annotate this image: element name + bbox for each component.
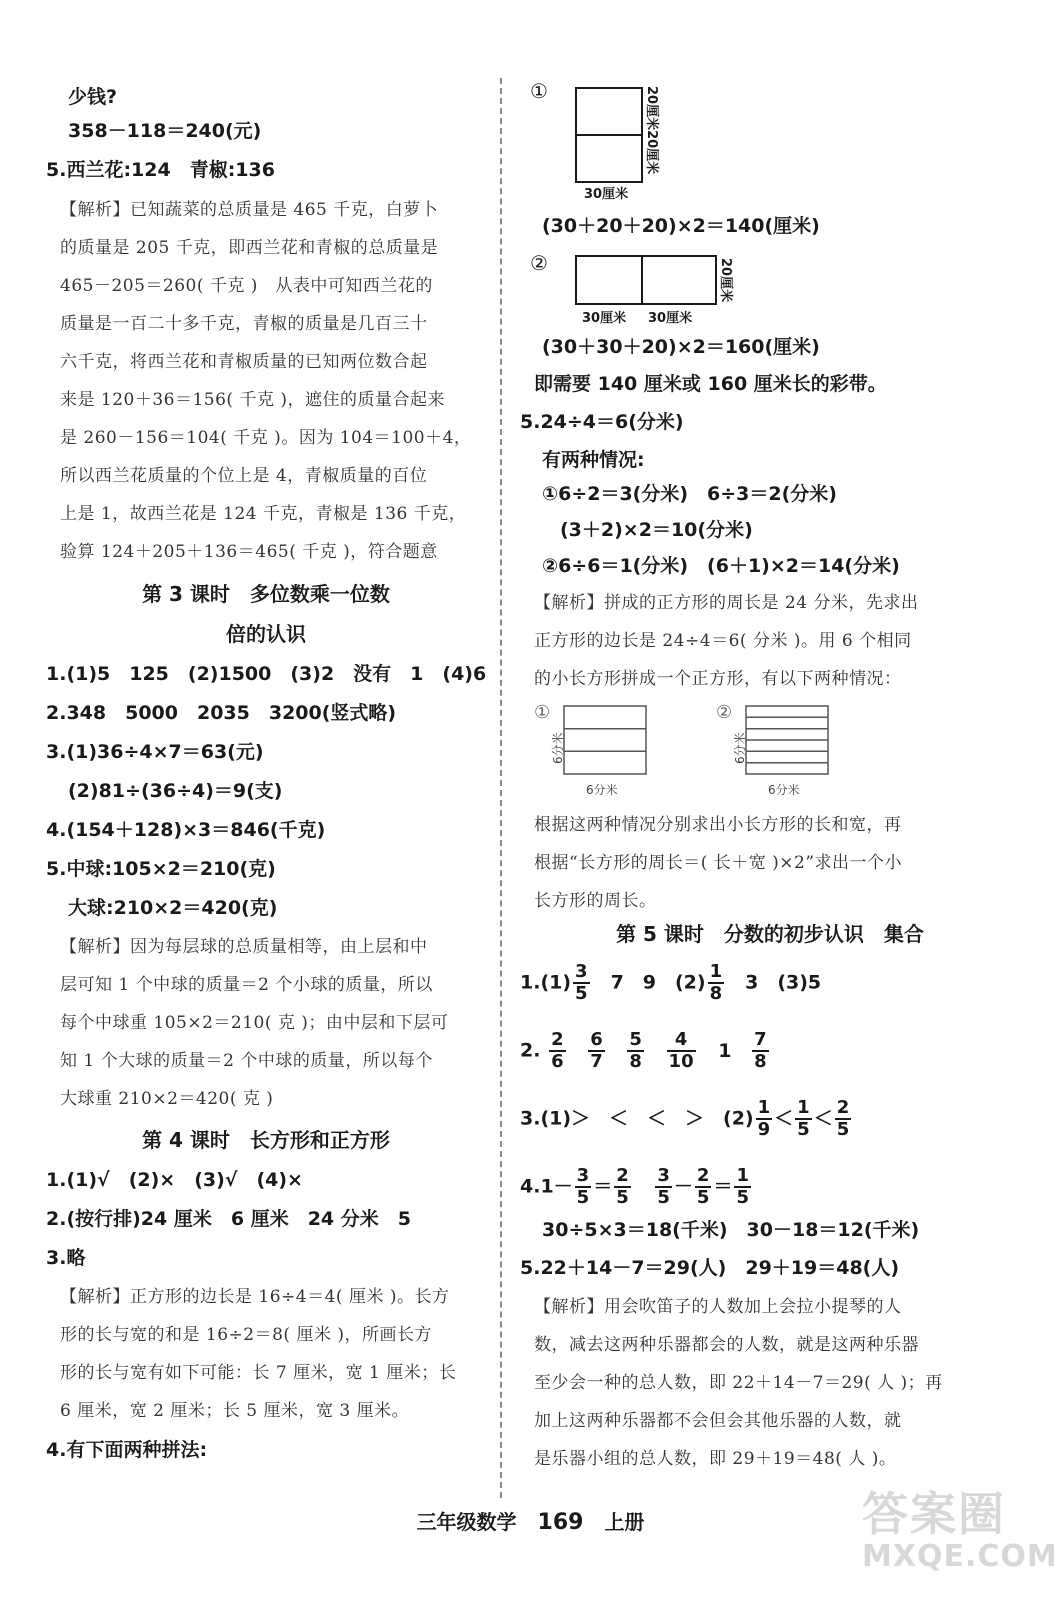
- side-label: 6分米: [733, 732, 747, 764]
- analysis-line: [60, 934, 428, 960]
- analysis-line: 形的长与宽有如下可能：长 7 厘米，宽 1 厘米；长: [60, 1363, 457, 1383]
- bottom-label: 6分米: [586, 783, 618, 797]
- fraction: $\frac{2}{6}$: [551, 1029, 564, 1072]
- answer-line: (30＋20＋20)×2＝140(厘米): [542, 215, 820, 237]
- answer-text: 1: [718, 1039, 732, 1062]
- answer-line: 1.(1)5 125 (2)1500 (3)2 没有 1 (4)6: [46, 663, 487, 685]
- analysis-line: 层可知 1 个中球的质量＝2 个小球的质量，所以: [60, 975, 433, 995]
- analysis-line: 的小长方形拼成一个正方形，有以下两种情况：: [534, 669, 902, 689]
- analysis-line: 来是 120＋36＝156( 千克 )，遮住的质量合起来: [60, 390, 446, 410]
- analysis-text: 正方形的边长是 16÷4＝4( 厘米 )。长方: [130, 1287, 450, 1307]
- analysis-line: 加上这两种乐器都不会但会其他乐器的人数，就: [534, 1411, 902, 1431]
- fraction: $\frac{1}{5}$: [797, 1097, 810, 1140]
- fraction: $\frac{3}{5}$: [575, 961, 588, 1004]
- analysis-line: 六千克，将西兰花和青椒质量的已知两位数合起: [60, 352, 428, 372]
- analysis-text: 因为每层球的总质量相等，由上层和中: [130, 937, 428, 957]
- answer-line: [520, 1098, 853, 1140]
- answer-line: 30÷5×3＝18(千米) 30－18＝12(千米): [542, 1219, 920, 1241]
- answer-line: 4.有下面两种拼法:: [46, 1439, 208, 1461]
- fraction: $\frac{1}{9}$: [757, 1097, 771, 1140]
- answer-line: [520, 1166, 753, 1208]
- minus-sign: －: [673, 1175, 693, 1198]
- equals-sign: ＝: [593, 1175, 613, 1198]
- analysis-tag: 【解析】: [60, 1287, 130, 1307]
- answer-line: 大球:210×2＝420(克): [68, 897, 278, 919]
- equals-sign: ＝: [713, 1175, 733, 1198]
- footer-volume: 上册: [604, 1510, 645, 1534]
- fraction: $\frac{1}{8}$: [709, 961, 723, 1004]
- answer-text: 7 9 (2): [591, 971, 706, 994]
- answer-line: 即需要 140 厘米或 160 厘米长的彩带。: [534, 373, 887, 395]
- analysis-line: 质量是一百二十多千克，青椒的质量是几百三十: [60, 314, 428, 334]
- lesson-heading: 第 3 课时 多位数乘一位数: [142, 582, 390, 606]
- analysis-line: 所以西兰花质量的个位上是 4，青椒质量的百位: [60, 466, 428, 486]
- height-label: 20厘米20厘米: [644, 86, 659, 175]
- less-than-sign: ＜: [813, 1107, 833, 1130]
- less-than-sign: ＜: [774, 1107, 794, 1130]
- width-label: 30厘米: [584, 187, 629, 202]
- figure-number: ①: [534, 702, 551, 723]
- analysis-line: 每个中球重 105×2＝210( 克 )；由中层和下层可: [60, 1013, 449, 1033]
- answer-line: 4.(154＋128)×3＝846(千克): [46, 819, 326, 841]
- footer-grade: 三年级数学: [416, 1510, 517, 1534]
- figure-number: ②: [530, 251, 548, 275]
- fraction: $\frac{5}{8}$: [629, 1029, 642, 1072]
- lesson-heading: 第 5 课时 分数的初步认识 集合: [616, 922, 924, 946]
- answer-line: ②6÷6＝1(分米) (6＋1)×2＝14(分米): [542, 555, 900, 577]
- analysis-text: 已知蔬菜的总质量是 465 千克，白萝卜: [130, 200, 439, 220]
- figure-number: ①: [530, 79, 548, 103]
- answer-line: (2)81÷(36÷4)＝9(支): [68, 780, 283, 802]
- analysis-line: [534, 1294, 902, 1320]
- analysis-line: 根据“长方形的周长＝( 长＋宽 )×2”求出一个小: [534, 853, 903, 873]
- analysis-text: 用会吹笛子的人数加上会拉小提琴的人: [604, 1297, 902, 1317]
- rectangle-figure-1: [530, 78, 700, 212]
- answer-line: 5.中球:105×2＝210(克): [46, 858, 276, 880]
- square-figure-2: [716, 700, 866, 806]
- analysis-line: 验算 124＋205＋136＝465( 千克 )，符合题意: [60, 542, 438, 562]
- page-number: 169: [537, 1510, 584, 1535]
- answer-line: (3＋2)×2＝10(分米): [560, 519, 753, 541]
- watermark-logo-text: 答案圈: [862, 1487, 1006, 1541]
- figure-number: ②: [716, 702, 733, 723]
- height-label: 20厘米: [718, 258, 733, 303]
- side-label: 6分米: [551, 732, 565, 764]
- answer-line: 少钱?: [68, 86, 118, 108]
- analysis-tag: 【解析】: [534, 593, 604, 613]
- analysis-line: 是乐器小组的总人数，即 29＋19＝48( 人 )。: [534, 1449, 897, 1469]
- analysis-tag: 【解析】: [60, 937, 130, 957]
- answer-line: 1.(1)√ (2)× (3)√ (4)×: [46, 1169, 303, 1191]
- lesson-subheading: 倍的认识: [226, 622, 306, 646]
- analysis-line: 数，减去这两种乐器都会的人数，就是这两种乐器: [534, 1335, 919, 1355]
- analysis-line: 形的长与宽的和是 16÷2＝8( 厘米 )，所画长方: [60, 1325, 432, 1345]
- analysis-line: 的质量是 205 千克，即西兰花和青椒的总质量是: [60, 238, 439, 258]
- answer-line: 5.24÷4＝6(分米): [520, 411, 684, 433]
- watermark-logo: [862, 1488, 1058, 1574]
- analysis-line: [60, 197, 438, 223]
- fraction: $\frac{4}{10}$: [668, 1029, 694, 1072]
- lesson-heading: 第 4 课时 长方形和正方形: [142, 1128, 390, 1152]
- analysis-tag: 【解析】: [60, 200, 130, 220]
- bottom-label: 6分米: [768, 783, 800, 797]
- square-figure-1: [534, 700, 684, 806]
- answer-line: 3.(1)36÷4×7＝63(元): [46, 741, 264, 763]
- width-label: 30厘米: [648, 311, 693, 326]
- analysis-line: 根据这两种情况分别求出小长方形的长和宽，再: [534, 815, 902, 835]
- answer-text: 1.(1): [520, 971, 572, 994]
- analysis-line: [534, 590, 918, 616]
- answer-line: 2.(按行排)24 厘米 6 厘米 24 分米 5: [46, 1208, 411, 1230]
- fraction: $\frac{2}{5}$: [836, 1097, 850, 1140]
- answer-text: 3 (3)5: [726, 971, 822, 994]
- answer-line: 5.22＋14－7＝29(人) 29＋19＝48(人): [520, 1257, 900, 1279]
- analysis-line: 6 厘米，宽 2 厘米；长 5 厘米，宽 3 厘米。: [60, 1401, 410, 1421]
- analysis-text: 拼成的正方形的周长是 24 分米，先求出: [604, 593, 919, 613]
- analysis-line: 知 1 个大球的质量＝2 个中球的质量，所以每个: [60, 1051, 433, 1071]
- column-divider: [500, 78, 502, 1498]
- watermark-url: MXQE.COM: [862, 1539, 1058, 1574]
- fraction: $\frac{7}{8}$: [754, 1029, 767, 1072]
- answer-line: ①6÷2＝3(分米) 6÷3＝2(分米): [542, 483, 837, 505]
- rectangle-figure-2: [530, 250, 750, 334]
- analysis-line: 长方形的周长。: [534, 891, 657, 911]
- answer-line: (30＋30＋20)×2＝160(厘米): [542, 336, 820, 358]
- analysis-line: 465－205＝260( 千克 ) 从表中可知西兰花的: [60, 276, 433, 296]
- answer-text: 2.: [520, 1039, 541, 1062]
- answer-line: 358－118＝240(元): [68, 120, 262, 142]
- analysis-line: [60, 1284, 449, 1310]
- answer-line: 有两种情况:: [542, 449, 645, 471]
- answer-line: 2.348 5000 2035 3200(竖式略): [46, 702, 397, 724]
- analysis-line: 上是 1，故西兰花是 124 千克，青椒是 136 千克，: [60, 504, 467, 524]
- analysis-line: 是 260－156＝104( 千克 )。因为 104＝100＋4，: [60, 428, 472, 448]
- fraction: $\frac{6}{7}$: [590, 1029, 603, 1072]
- answer-text: 3.(1)＞ ＜ ＜ ＞ (2): [520, 1107, 754, 1130]
- answer-line: [520, 962, 821, 1004]
- answer-line: 3.略: [46, 1247, 86, 1269]
- analysis-line: 至少会一种的总人数，即 22＋14－7＝29( 人 )；再: [534, 1373, 943, 1393]
- fraction: $\frac{2}{5}$: [616, 1165, 629, 1208]
- fraction: $\frac{3}{5}$: [576, 1165, 590, 1208]
- answer-line: 5.西兰花:124 青椒:136: [46, 159, 275, 181]
- analysis-line: 大球重 210×2＝420( 克 ): [60, 1089, 274, 1109]
- fraction: $\frac{2}{5}$: [696, 1165, 710, 1208]
- width-label: 30厘米: [582, 311, 627, 326]
- fraction: $\frac{3}{5}$: [657, 1165, 670, 1208]
- analysis-line: 正方形的边长是 24÷4＝6( 分米 )。用 6 个相同: [534, 631, 912, 651]
- analysis-tag: 【解析】: [534, 1297, 604, 1317]
- fraction: $\frac{1}{5}$: [736, 1165, 749, 1208]
- answer-line: [520, 1030, 771, 1072]
- answer-text: 4.1－: [520, 1175, 573, 1198]
